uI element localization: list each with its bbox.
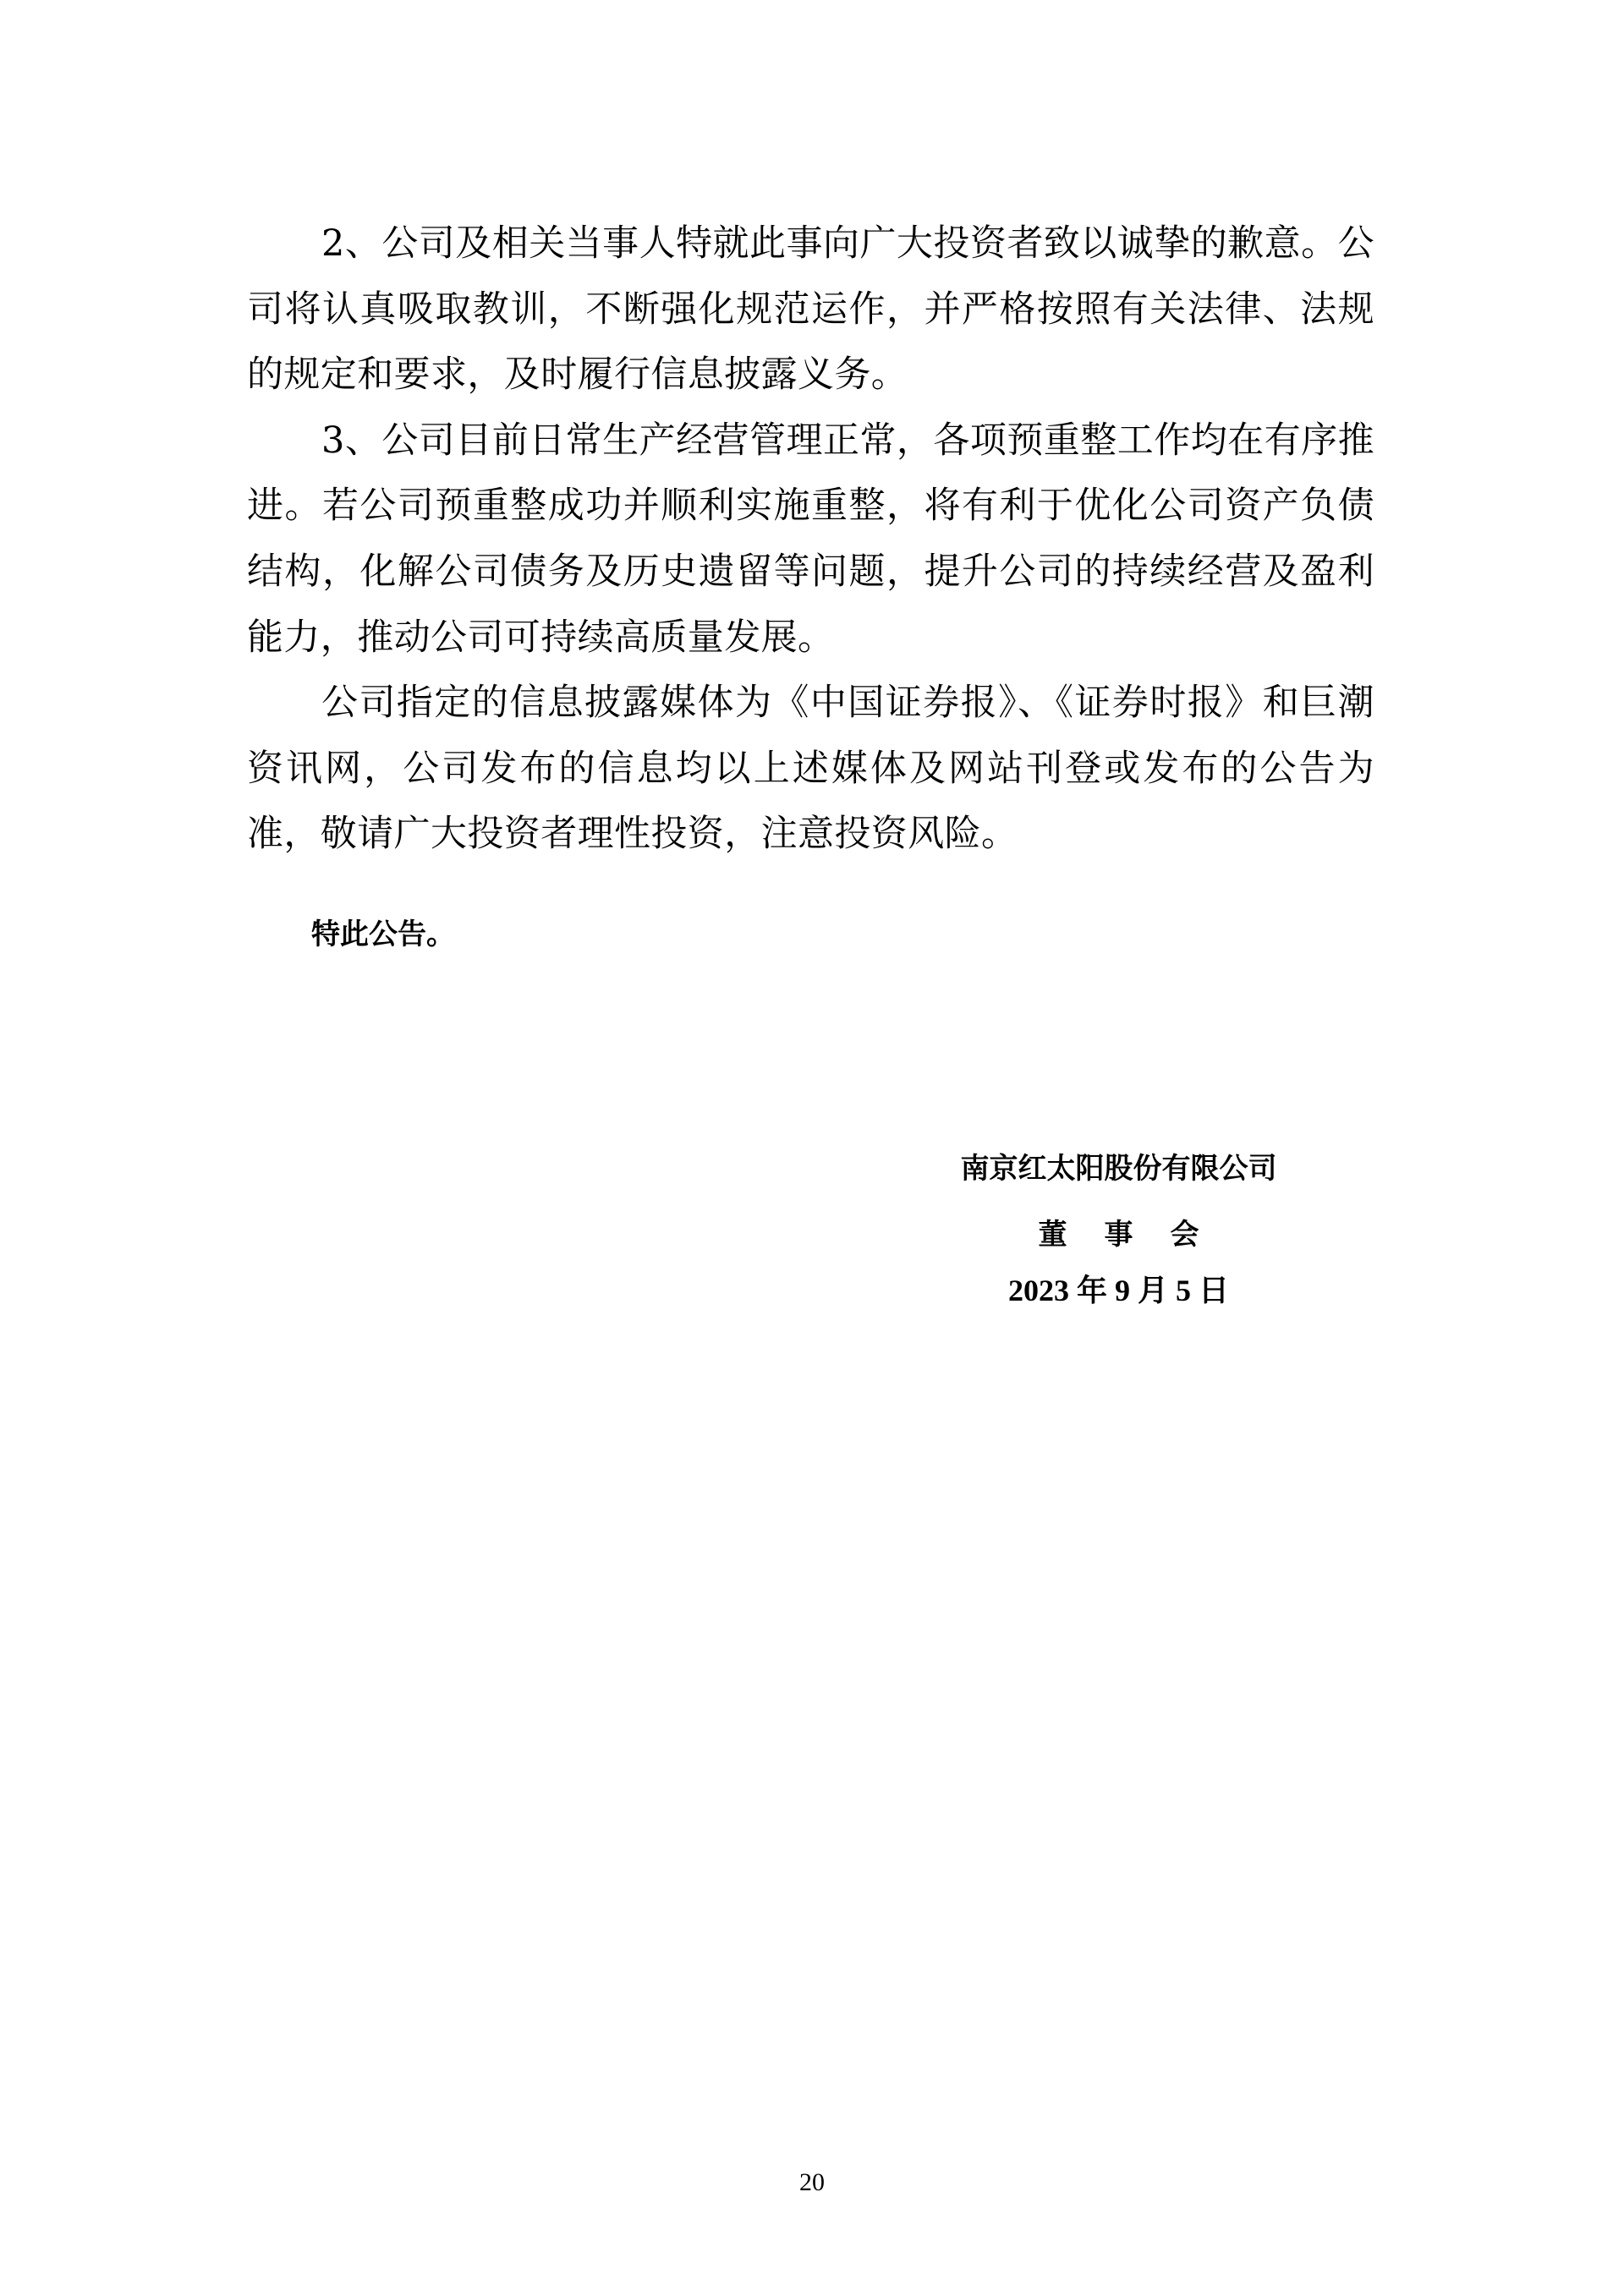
paragraph-apology: 2、公司及相关当事人特就此事向广大投资者致以诚挚的歉意。公司将认真吸取教训，不断强化规范运作，并严格按照有关法律、法规的规定和要求，及时履行信息披露义务。 (247, 222, 1374, 397)
announcement-body (247, 211, 1374, 868)
closing-statement: 特此公告。 (311, 918, 455, 951)
signature-date: 2023 年 9 月 5 日 (1007, 1274, 1229, 1307)
paragraph-media-disclosure: 公司指定的信息披露媒体为《中国证券报》、《证券时报》和巨潮资讯网，公司发布的信息均以上述媒体及网站刊登或发布的公告为准，敬请广大投资者理性投资，注意投资风险。 (247, 682, 1374, 856)
page-number: 20 (799, 2168, 825, 2196)
paragraph-operations: 3、公司目前日常生产经营管理正常，各项预重整工作均在有序推进。若公司预重整成功并顺利实施重整，将有利于优化公司资产负债结构，化解公司债务及历史遗留等问题，提升公司的持续经营及盈利能力，推动公司可持续高质量发展。 (247, 419, 1374, 659)
signature-company: 南京红太阳股份有限公司 (960, 1152, 1277, 1186)
signature-board: 董事会 (1038, 1218, 1237, 1252)
